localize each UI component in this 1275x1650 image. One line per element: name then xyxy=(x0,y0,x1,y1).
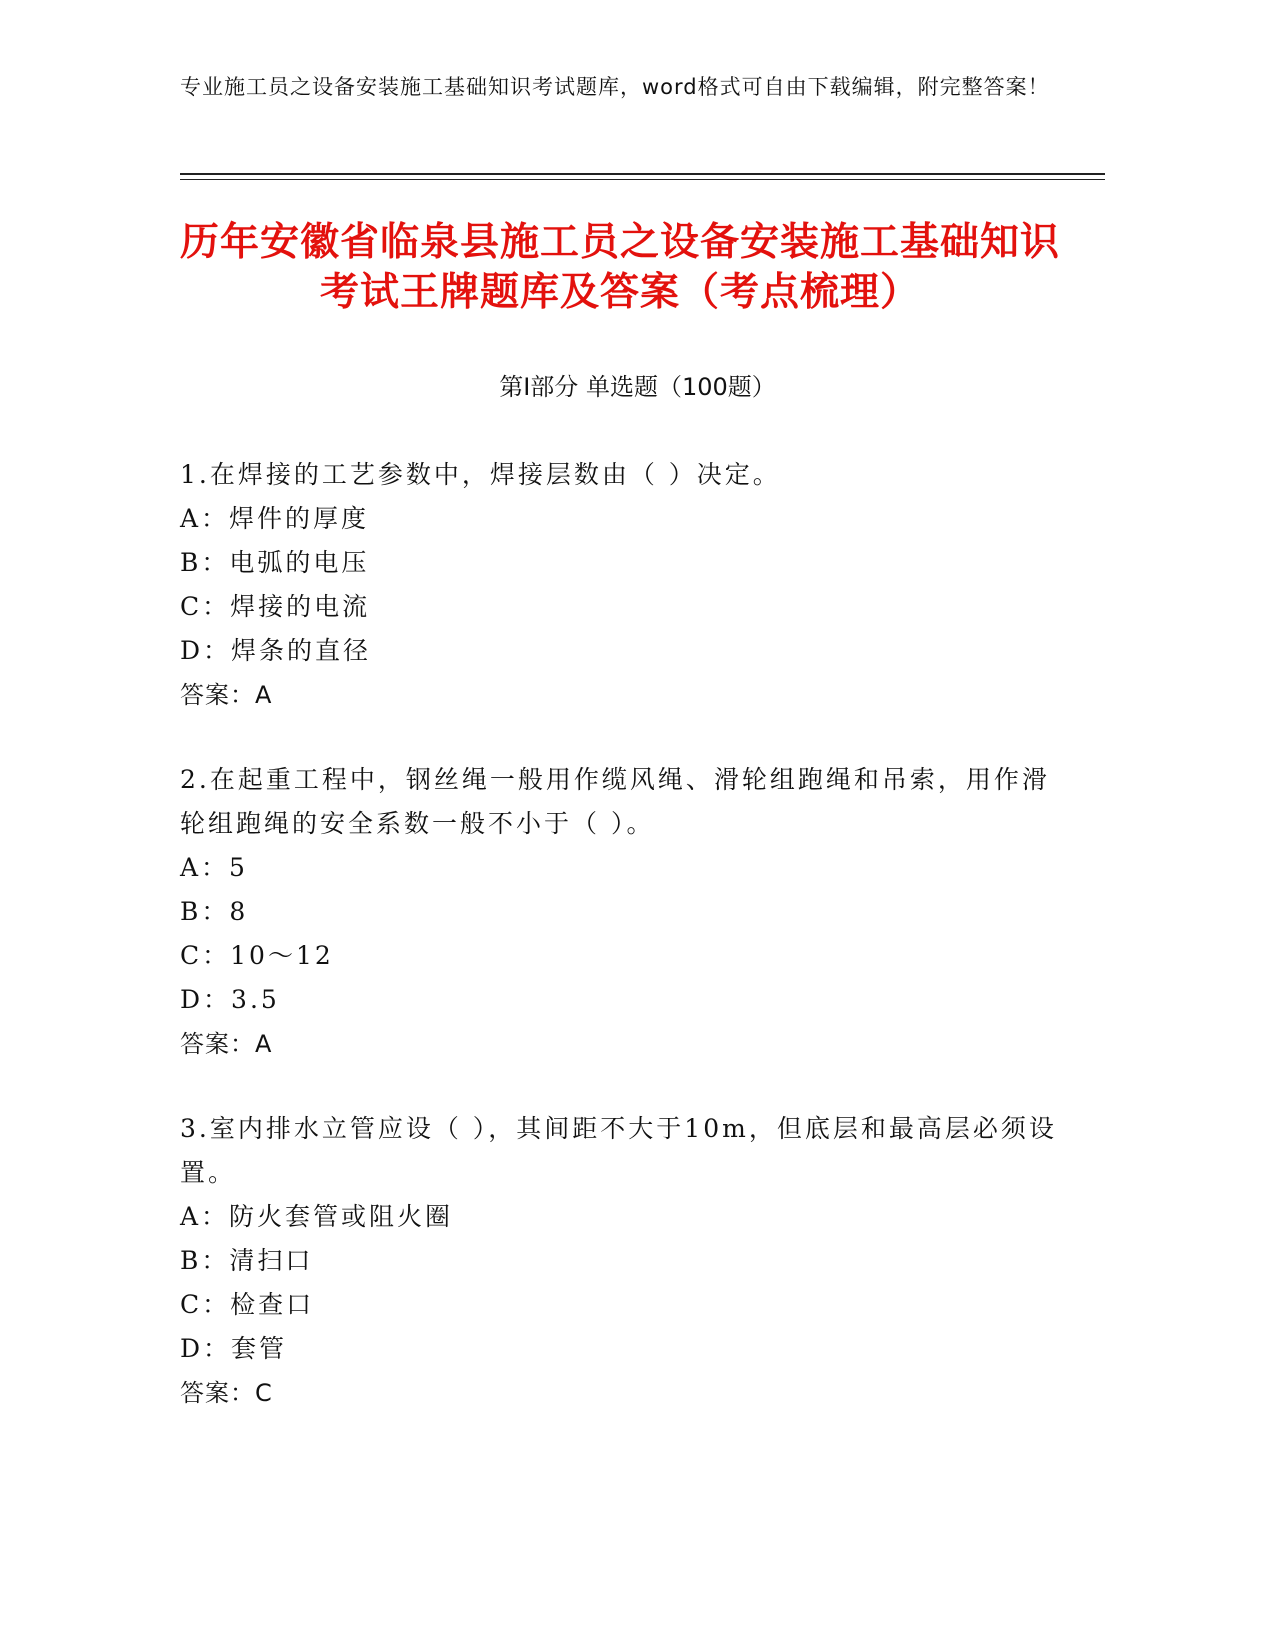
option-d: D：焊条的直径 xyxy=(180,636,372,665)
answer: 答案：A xyxy=(180,681,273,709)
question-1 xyxy=(180,453,1060,717)
question-stem: 2.在起重工程中，钢丝绳一般用作缆风绳、滑轮组跑绳和吊索，用作滑轮组跑绳的安全系数一般不小于（ ）。 xyxy=(180,765,1050,838)
intro-text: 专业施工员之设备安装施工基础知识考试题库，word格式可自由下载编辑，附完整答案！ xyxy=(180,75,1050,99)
section-heading: 第Ⅰ部分 单选题（100题） xyxy=(499,373,776,401)
option-c: C：焊接的电流 xyxy=(180,592,371,621)
question-2 xyxy=(180,758,1060,1066)
option-c: C：检查口 xyxy=(180,1290,315,1319)
header-divider-thick xyxy=(180,173,1105,175)
question-3 xyxy=(180,1107,1060,1415)
option-b: B：电弧的电压 xyxy=(180,548,370,577)
option-d: D：3.5 xyxy=(180,985,280,1014)
question-stem: 3.室内排水立管应设（ ），其间距不大于10m，但底层和最高层必须设置。 xyxy=(180,1114,1057,1187)
answer: 答案：A xyxy=(180,1030,273,1058)
answer: 答案：C xyxy=(180,1379,273,1407)
option-b: B：清扫口 xyxy=(180,1246,314,1275)
option-d: D：套管 xyxy=(180,1334,288,1363)
question-stem: 1.在焊接的工艺参数中，焊接层数由（ ）决定。 xyxy=(180,460,781,489)
document-title: 历年安徽省临泉县施工员之设备安装施工基础知识考试王牌题库及答案（考点梳理） xyxy=(180,220,1061,315)
option-c: C：10～12 xyxy=(180,941,334,970)
header-divider-thin xyxy=(180,179,1105,180)
option-a: A：防火套管或阻火圈 xyxy=(180,1202,454,1231)
option-a: A：5 xyxy=(180,853,248,882)
option-a: A：焊件的厚度 xyxy=(180,504,370,533)
option-b: B：8 xyxy=(180,897,249,926)
